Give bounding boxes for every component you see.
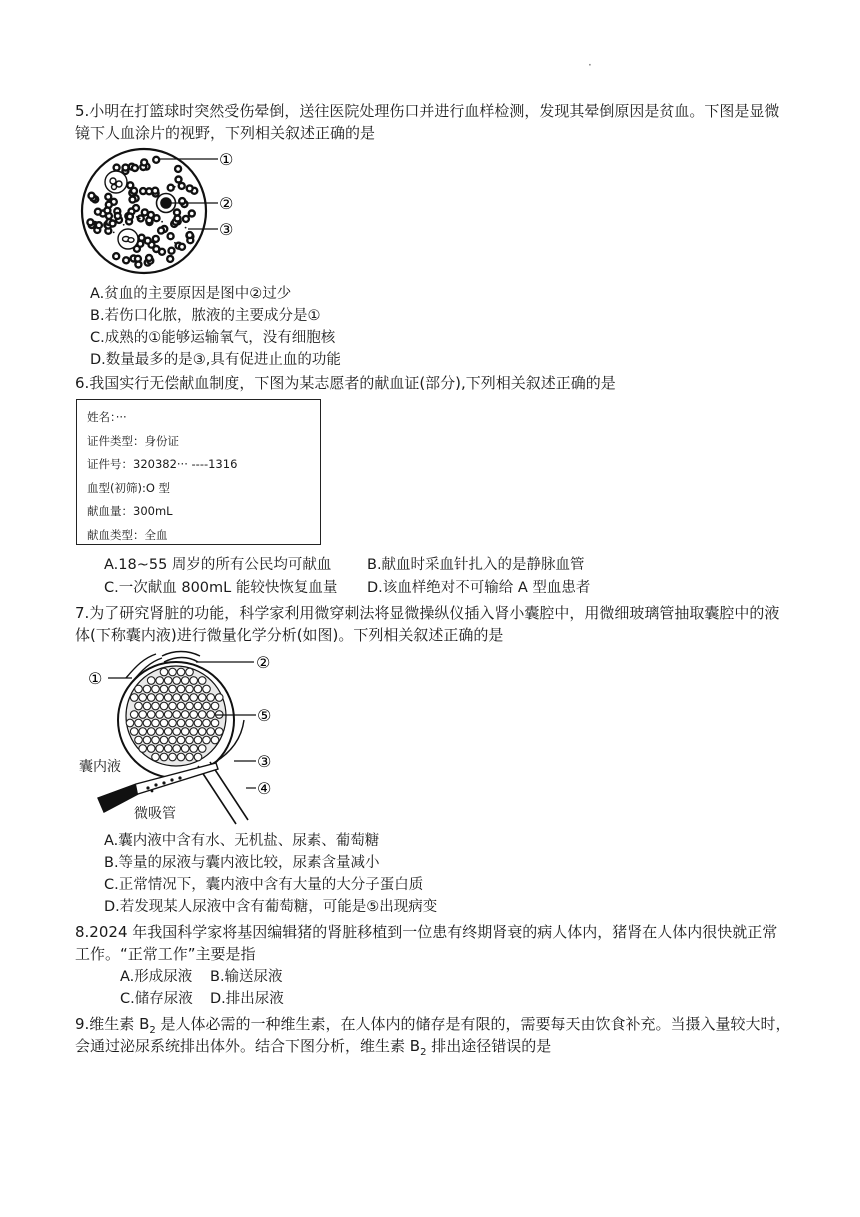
platelet	[139, 218, 141, 220]
capillary-loop	[130, 728, 138, 736]
capillary-loop	[177, 668, 185, 676]
capillary-loop	[139, 694, 147, 702]
q8-option-d[interactable]: D.排出尿液	[210, 991, 284, 1007]
capillary-loop	[203, 719, 211, 727]
capillary-loop	[194, 702, 202, 710]
glom-label-3: ③	[257, 752, 272, 771]
red-blood-cell	[123, 165, 129, 171]
glom-label-4: ④	[257, 779, 272, 798]
capillary-loop	[164, 677, 172, 685]
red-blood-cell	[159, 249, 165, 255]
q7-option-d[interactable]: D.若发现某人尿液中含有葡萄糖，可能是⑤出现病变	[104, 899, 438, 915]
capillary-loop	[139, 728, 147, 736]
q8-stem-line2: 工作。“正常工作”主要是指	[75, 945, 256, 963]
capillary-loop	[181, 677, 189, 685]
q9-stem-line2-b: 排出途径错误的是	[426, 1037, 552, 1055]
capillary-loop	[207, 711, 215, 719]
q8-option-a[interactable]: A.形成尿液	[120, 969, 193, 985]
capillary-loop	[164, 728, 172, 736]
capillary-loop	[147, 711, 155, 719]
capillary-loop	[207, 728, 215, 736]
capillary-loop	[190, 728, 198, 736]
glom-label-1: ①	[88, 669, 103, 688]
capillary-loop	[139, 745, 147, 753]
red-blood-cell	[145, 238, 151, 244]
capillary-loop	[203, 685, 211, 693]
capillary-loop	[156, 711, 164, 719]
capillary-loop	[160, 668, 168, 676]
capillary-loop	[169, 753, 177, 761]
capillary-loop	[126, 719, 134, 727]
capillary-loop	[211, 719, 219, 727]
capillary-loop	[186, 719, 194, 727]
red-blood-cell	[187, 185, 193, 191]
capillary-loop	[215, 728, 223, 736]
blood-donation-card	[76, 399, 321, 545]
capillary-loop	[143, 685, 151, 693]
capillary-loop	[156, 694, 164, 702]
capillary-loop	[190, 745, 198, 753]
capillary-loop	[177, 753, 185, 761]
capillary-loop	[177, 685, 185, 693]
capillary-loop	[160, 736, 168, 744]
capillary-loop	[194, 753, 202, 761]
capillary-loop	[152, 753, 160, 761]
platelet	[123, 224, 125, 226]
red-blood-cell	[110, 221, 116, 227]
q8-stem-line1: 8.2024 年我国科学家将基因编辑猪的肾脏移植到一位患有终期肾衰的病人体内，猪肾在人体内很快就正常	[75, 923, 778, 941]
capillary-loop	[190, 711, 198, 719]
capillary-loop	[207, 694, 215, 702]
capillary-loop	[173, 711, 181, 719]
capillary-loop	[203, 702, 211, 710]
capillary-loop	[169, 702, 177, 710]
red-blood-cell	[114, 165, 120, 171]
q9-stem-line2	[75, 1036, 551, 1063]
red-blood-cell	[138, 215, 144, 221]
glom-label-2: ②	[256, 653, 271, 672]
capillary-loop	[186, 685, 194, 693]
q6-option-d[interactable]: D.该血样绝对不可输给 A 型血患者	[367, 580, 591, 596]
red-blood-cell	[169, 248, 175, 254]
capillary-loop	[211, 702, 219, 710]
capillary-loop	[194, 736, 202, 744]
red-blood-cell	[96, 222, 102, 228]
card-row-donation-type: 献血类型：全血	[87, 527, 168, 542]
capillary-loop	[139, 711, 147, 719]
q6-stem: 6.我国实行无偿献血制度，下图为某志愿者的献血证(部分),下列相关叙述正确的是	[75, 374, 616, 392]
q5-option-d[interactable]: D.数量最多的是③,具有促进止血的功能	[90, 352, 341, 368]
red-blood-cell	[113, 253, 119, 259]
capillary-loop	[211, 736, 219, 744]
q9-stem-line1-b: 是人体必需的一种维生素，在人体内的储存是有限的，需要每天由饮食补充。当摄入量较大时，	[155, 1015, 791, 1033]
red-blood-cell	[127, 214, 133, 220]
red-blood-cell	[142, 209, 148, 215]
red-blood-cell	[179, 183, 185, 189]
platelet	[106, 221, 108, 223]
card-row-blood-type: 血型(初筛):O 型	[87, 480, 171, 495]
red-blood-cell	[104, 208, 110, 214]
capillary-loop	[169, 736, 177, 744]
red-blood-cell	[135, 262, 141, 268]
q5-stem-line1: 5.小明在打篮球时突然受伤晕倒，送往医院处理伤口并进行血样检测，发现其晕倒原因是贫血。下图是显微	[75, 102, 780, 120]
q5-stem-line2: 镜下人血涂片的视野，下列相关叙述正确的是	[75, 124, 376, 142]
red-blood-cell	[146, 255, 152, 261]
capillary-loop	[198, 745, 206, 753]
capillary-loop	[130, 711, 138, 719]
q5-option-b[interactable]: B.若伤口化脓，脓液的主要成分是①	[90, 308, 321, 324]
capillary-loop	[147, 728, 155, 736]
capillary-loop	[164, 694, 172, 702]
capillary-loop	[160, 753, 168, 761]
capillary-loop	[173, 677, 181, 685]
q9-stem-line2-a: 会通过泌尿系统排出体外。结合下图分析，维生素 B	[75, 1037, 421, 1055]
capillary-loop	[203, 736, 211, 744]
q6-option-a[interactable]: A.18~55 周岁的所有公民均可献血	[104, 557, 332, 573]
capillary-loop	[169, 668, 177, 676]
capillary-loop	[177, 719, 185, 727]
red-blood-cell	[158, 228, 164, 234]
capillary-loop	[190, 694, 198, 702]
red-blood-cell	[87, 219, 93, 225]
red-blood-cell	[189, 211, 195, 217]
capillary-loop	[143, 702, 151, 710]
platelet	[113, 232, 115, 234]
red-blood-cell	[175, 216, 181, 222]
capillary-loop	[181, 711, 189, 719]
capillary-loop	[190, 677, 198, 685]
capillary-loop	[198, 677, 206, 685]
smear-label-2: ②	[219, 194, 234, 213]
blood-smear-figure	[78, 146, 248, 276]
capillary-loop	[164, 711, 172, 719]
capillary-loop	[186, 702, 194, 710]
capillary-loop	[194, 719, 202, 727]
capillary-loop	[160, 719, 168, 727]
platelet	[161, 221, 163, 223]
q7-option-c[interactable]: C.正常情况下，囊内液中含有大量的大分子蛋白质	[104, 877, 424, 893]
q5-option-c[interactable]: C.成熟的①能够运输氧气，没有细胞核	[90, 330, 336, 346]
micropipette-label: 微吸管	[134, 806, 176, 822]
platelet	[174, 186, 176, 188]
capillary-loop	[156, 728, 164, 736]
capillary-loop	[135, 736, 143, 744]
header-mark: ·	[588, 58, 592, 72]
capillary-loop	[177, 736, 185, 744]
capillary-loop	[135, 719, 143, 727]
q7-stem-line1: 7.为了研究肾脏的功能，科学家利用微穿刺法将显微操纵仪插入肾小囊腔中，用微细玻璃管抽取囊腔中的液	[75, 604, 780, 622]
capillary-loop	[152, 719, 160, 727]
red-blood-cell	[130, 197, 136, 203]
capillary-loop	[173, 728, 181, 736]
capillary-loop	[164, 745, 172, 753]
q8-option-c[interactable]: C.储存尿液	[120, 991, 193, 1007]
capillary-loop	[169, 685, 177, 693]
red-blood-cell	[153, 157, 159, 163]
red-blood-cell	[154, 215, 160, 221]
red-blood-cell	[176, 177, 182, 183]
platelet	[185, 227, 187, 229]
red-blood-cell	[123, 257, 129, 263]
q6-option-b[interactable]: B.献血时采血针扎入的是静脉血管	[367, 557, 585, 573]
red-blood-cell	[105, 194, 111, 200]
capillary-loop	[198, 711, 206, 719]
capillary-loop	[181, 728, 189, 736]
q9-stem-line1-sub: 2	[149, 1025, 156, 1036]
q5-option-a[interactable]: A.贫血的主要原因是图中②过少	[90, 286, 292, 302]
capillary-loop	[160, 702, 168, 710]
red-blood-cell	[153, 236, 159, 242]
red-blood-cell	[131, 188, 137, 194]
capillary-loop	[177, 702, 185, 710]
capillary-loop	[143, 736, 151, 744]
capillary-loop	[186, 753, 194, 761]
red-blood-cell	[179, 244, 185, 250]
capsular-fluid-label: 囊内液	[79, 759, 121, 775]
red-blood-cell	[89, 193, 95, 199]
capillary-loop	[130, 694, 138, 702]
q8-option-b[interactable]: B.输送尿液	[210, 969, 283, 985]
q9-stem-line2-sub: 2	[420, 1047, 427, 1058]
capillary-loop	[198, 728, 206, 736]
card-row-id-type: 证件类型：身份证	[87, 433, 179, 448]
capillary-loop	[169, 719, 177, 727]
red-blood-cell	[175, 166, 181, 172]
capillary-loop	[186, 668, 194, 676]
capillary-loop	[152, 685, 160, 693]
capillary-loop	[135, 702, 143, 710]
capillary-loop	[173, 694, 181, 702]
q7-option-b[interactable]: B.等量的尿液与囊内液比较，尿素含量减小	[104, 855, 380, 871]
red-blood-cell	[168, 233, 174, 239]
capillary-loop	[181, 745, 189, 753]
glomerulus-figure	[76, 648, 296, 826]
glom-label-5: ⑤	[257, 706, 272, 725]
capillary-loop	[173, 745, 181, 753]
capillary-loop	[156, 745, 164, 753]
q7-stem-line2: 体(下称囊内液)进行微量化学分析(如图)。下列相关叙述正确的是	[75, 626, 504, 644]
platelet	[136, 216, 138, 218]
capillary-loop	[147, 677, 155, 685]
smear-label-1: ①	[219, 150, 234, 169]
red-blood-cell	[183, 216, 189, 222]
card-row-volume: 献血量：300mL	[87, 504, 173, 518]
card-row-id-number: 证件号：320382··· ----1316	[87, 457, 238, 471]
capillary-loop	[147, 694, 155, 702]
q9-stem-line1-a: 9.维生素 B	[75, 1015, 150, 1033]
platelet	[117, 213, 119, 215]
capillary-loop	[147, 745, 155, 753]
capillary-loop	[181, 694, 189, 702]
q6-option-c[interactable]: C.一次献血 800mL 能较快恢复血量	[104, 580, 338, 596]
capillary-loop	[215, 694, 223, 702]
capillary-loop	[135, 685, 143, 693]
capillary-loop	[160, 685, 168, 693]
red-blood-cell	[141, 159, 147, 165]
red-blood-cell	[187, 232, 193, 238]
smear-label-3: ③	[219, 220, 234, 239]
capillary-loop	[198, 694, 206, 702]
platelet	[174, 242, 176, 244]
capillary-loop	[194, 685, 202, 693]
capillary-loop	[186, 736, 194, 744]
red-blood-cell	[152, 188, 158, 194]
capillary-loop	[156, 677, 164, 685]
red-blood-cell	[132, 165, 138, 171]
capillary-loop	[152, 736, 160, 744]
q7-option-a[interactable]: A.囊内液中含有水、无机盐、尿素、葡萄糖	[104, 833, 380, 849]
red-blood-cell	[95, 209, 101, 215]
capillary-loop	[152, 702, 160, 710]
red-blood-cell	[168, 185, 174, 191]
card-row-name: 姓名：···	[87, 410, 127, 424]
red-blood-cell	[167, 256, 173, 262]
capillary-loop	[143, 719, 151, 727]
